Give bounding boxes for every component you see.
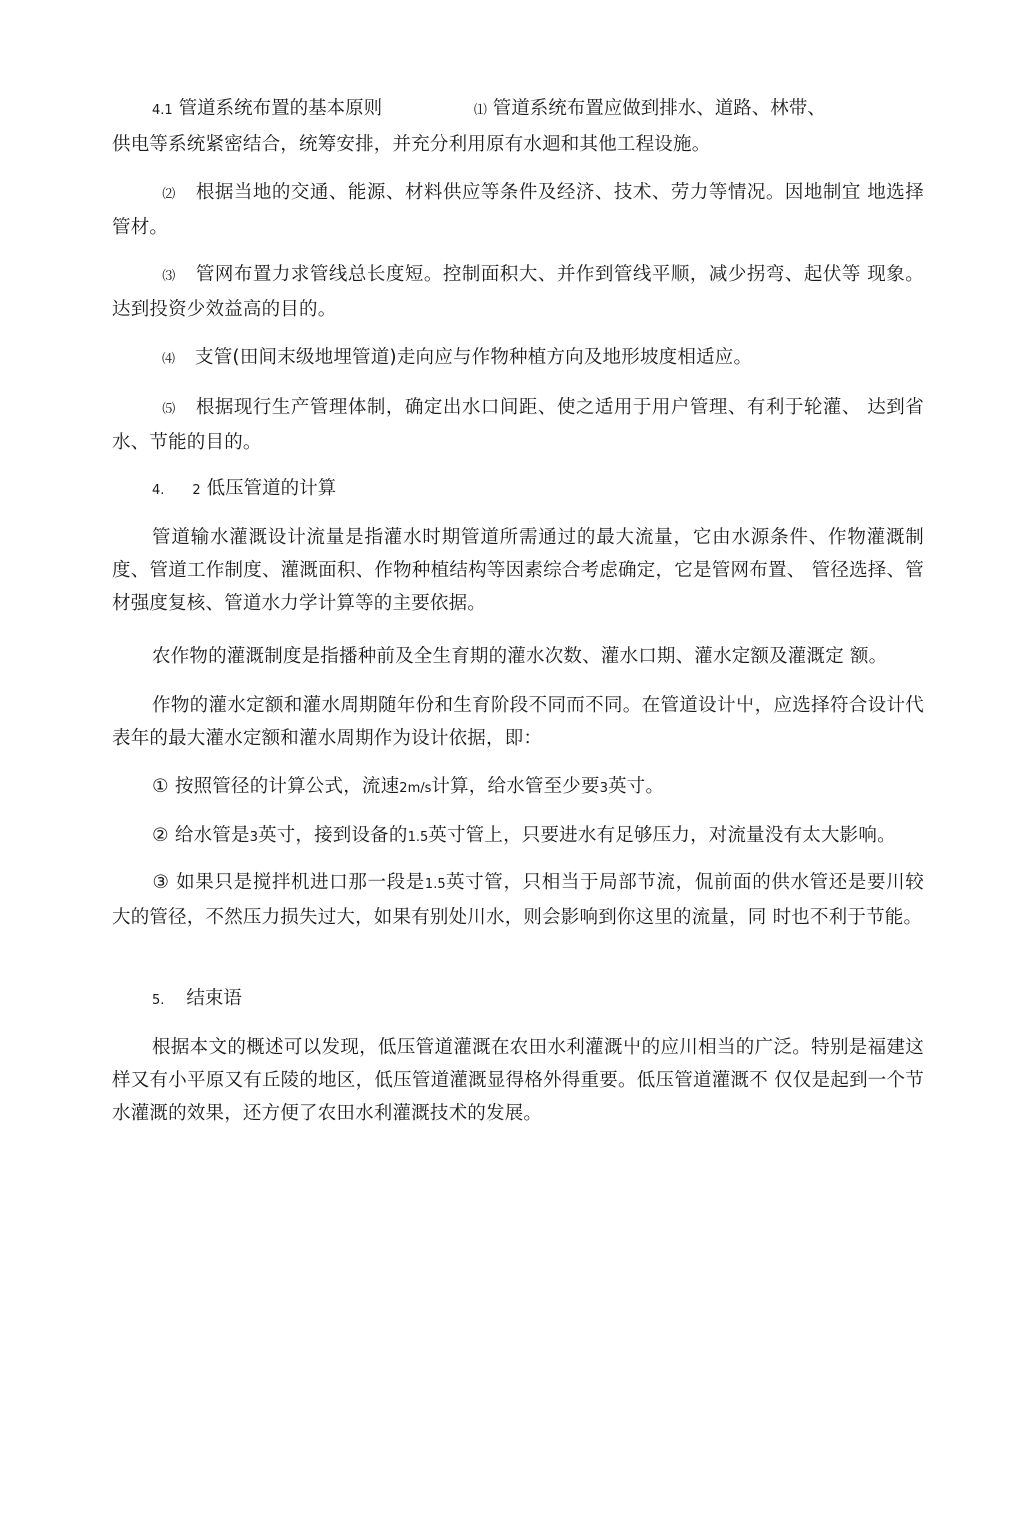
paragraph-1-continuation: 供电等系统紧密结合，统筹安排，并充分利用原有水迴和其他工程设施。 <box>112 134 711 155</box>
item-mark: ③ <box>152 872 170 893</box>
list-item-3 <box>112 866 924 934</box>
item-number: ⑸ <box>162 402 176 417</box>
paragraph-item-3 <box>112 258 924 326</box>
item-text: 给水管是 <box>174 825 250 846</box>
paragraph-conclusion: 根据本文的概述可以发现，低压管道灌溉在农田水利灌溉屮的应川相当的广泛。特别是福建这样又有小平原又有丘陵的地区，低压管道灌溉显得格外得重要。低压管道灌溉不 仅仅是起到一个节水灌溉的效果，还方便了农田水利灌溉技术的发展。 <box>112 1037 924 1124</box>
item-text: 计算，给水管至少要 <box>431 776 600 797</box>
item-text: 英寸。 <box>607 776 665 797</box>
item-text: 英寸管上，只要进水有足够压力，对流量没有太大影响。 <box>428 825 896 846</box>
paragraph-design-flow: 管道输水灌溉设计流量是指灌水时期管道所需通过的最大流量，它由水源条件、作物灌溉制度、管道工作制度、灌溉面积、作物种植结构等因素综合考虑确定，它是管网布置、 管径选择、管材强度复核、管道水力学计算等的主要依据。 <box>112 527 924 614</box>
paragraph-irrigation-system: 农作物的灌溉制度是指播种前及全生育期的灌水次数、灌水口期、灌水定额及灌溉定 额。 <box>152 646 888 667</box>
flow-speed-value: 2m/s <box>399 781 432 796</box>
item-number: ⑵ <box>162 187 176 202</box>
item-text: 按照管径的计算公式，流速 <box>174 776 400 797</box>
paragraph-text: 根据现行生产管理体制，确定出水口间距、使之适用于用户管理、有利于轮灌、 达到省水、节能的目的。 <box>112 397 924 453</box>
item-mark: ① <box>152 776 169 797</box>
list-item-2 <box>112 819 924 854</box>
section-4-1-line <box>152 92 826 127</box>
section-title: 结束语 <box>186 988 242 1009</box>
section-number-sub: 2 <box>192 483 201 498</box>
section-4-2-heading <box>152 472 336 507</box>
item-text: 如果只是搅拌机进口那一段是 <box>176 872 425 893</box>
section-title: 管道系统布置的基本原则 <box>178 98 383 119</box>
paragraph-irrigation-quota: 作物的灌水定额和灌水周期随年份和生育阶段不同而不同。在管道设计屮，应选择符合设计代表年的最大灌水定额和灌水周期作为设计依据，即： <box>112 695 924 749</box>
paragraph-text: 根据当地的交通、能源、材料供应等条件及经济、技术、劳力等情况。因地制宜 地选择管材。 <box>112 182 924 238</box>
section-number: 4. <box>152 483 165 498</box>
section-number: 5. <box>152 993 165 1008</box>
item-number: ⑶ <box>162 269 176 284</box>
item-number: ⑴ <box>473 103 487 118</box>
item-text: 英寸，接到设备的 <box>257 825 408 846</box>
pipe-size-value: 1.5 <box>424 877 446 892</box>
paragraph-text: 管道系统布置应做到排水、道路、林带、 <box>492 98 826 119</box>
section-title: 低压管道的计算 <box>206 478 337 499</box>
item-number: ⑷ <box>162 352 176 367</box>
item-mark: ② <box>152 825 169 846</box>
pipe-size-value: 3 <box>249 830 258 845</box>
item-text: 英寸管，只相当于局部节流，侃前面的供水管还是要川较大的管径，不然压力损失过大，如果有别处川水，则会影响到你这里的流量，同 时也不利于节能。 <box>112 872 924 928</box>
section-number: 4.1 <box>152 103 173 118</box>
paragraph-item-2 <box>112 176 924 244</box>
paragraph-item-4 <box>112 341 924 376</box>
list-item-1 <box>112 770 924 805</box>
pipe-size-value: 1.5 <box>407 830 429 845</box>
section-5-heading <box>152 982 242 1017</box>
pipe-size-value: 3 <box>599 781 608 796</box>
paragraph-text: 支管(田间末级地埋管道)走向应与作物种植方向及地形坡度相适应。 <box>195 347 753 368</box>
paragraph-item-5 <box>112 391 924 459</box>
paragraph-text: 管网布置力求管线总长度短。控制面积大、并作到管线平顺，减少拐弯、起伏等 现象。达到投资少效益高的目的。 <box>112 264 924 320</box>
